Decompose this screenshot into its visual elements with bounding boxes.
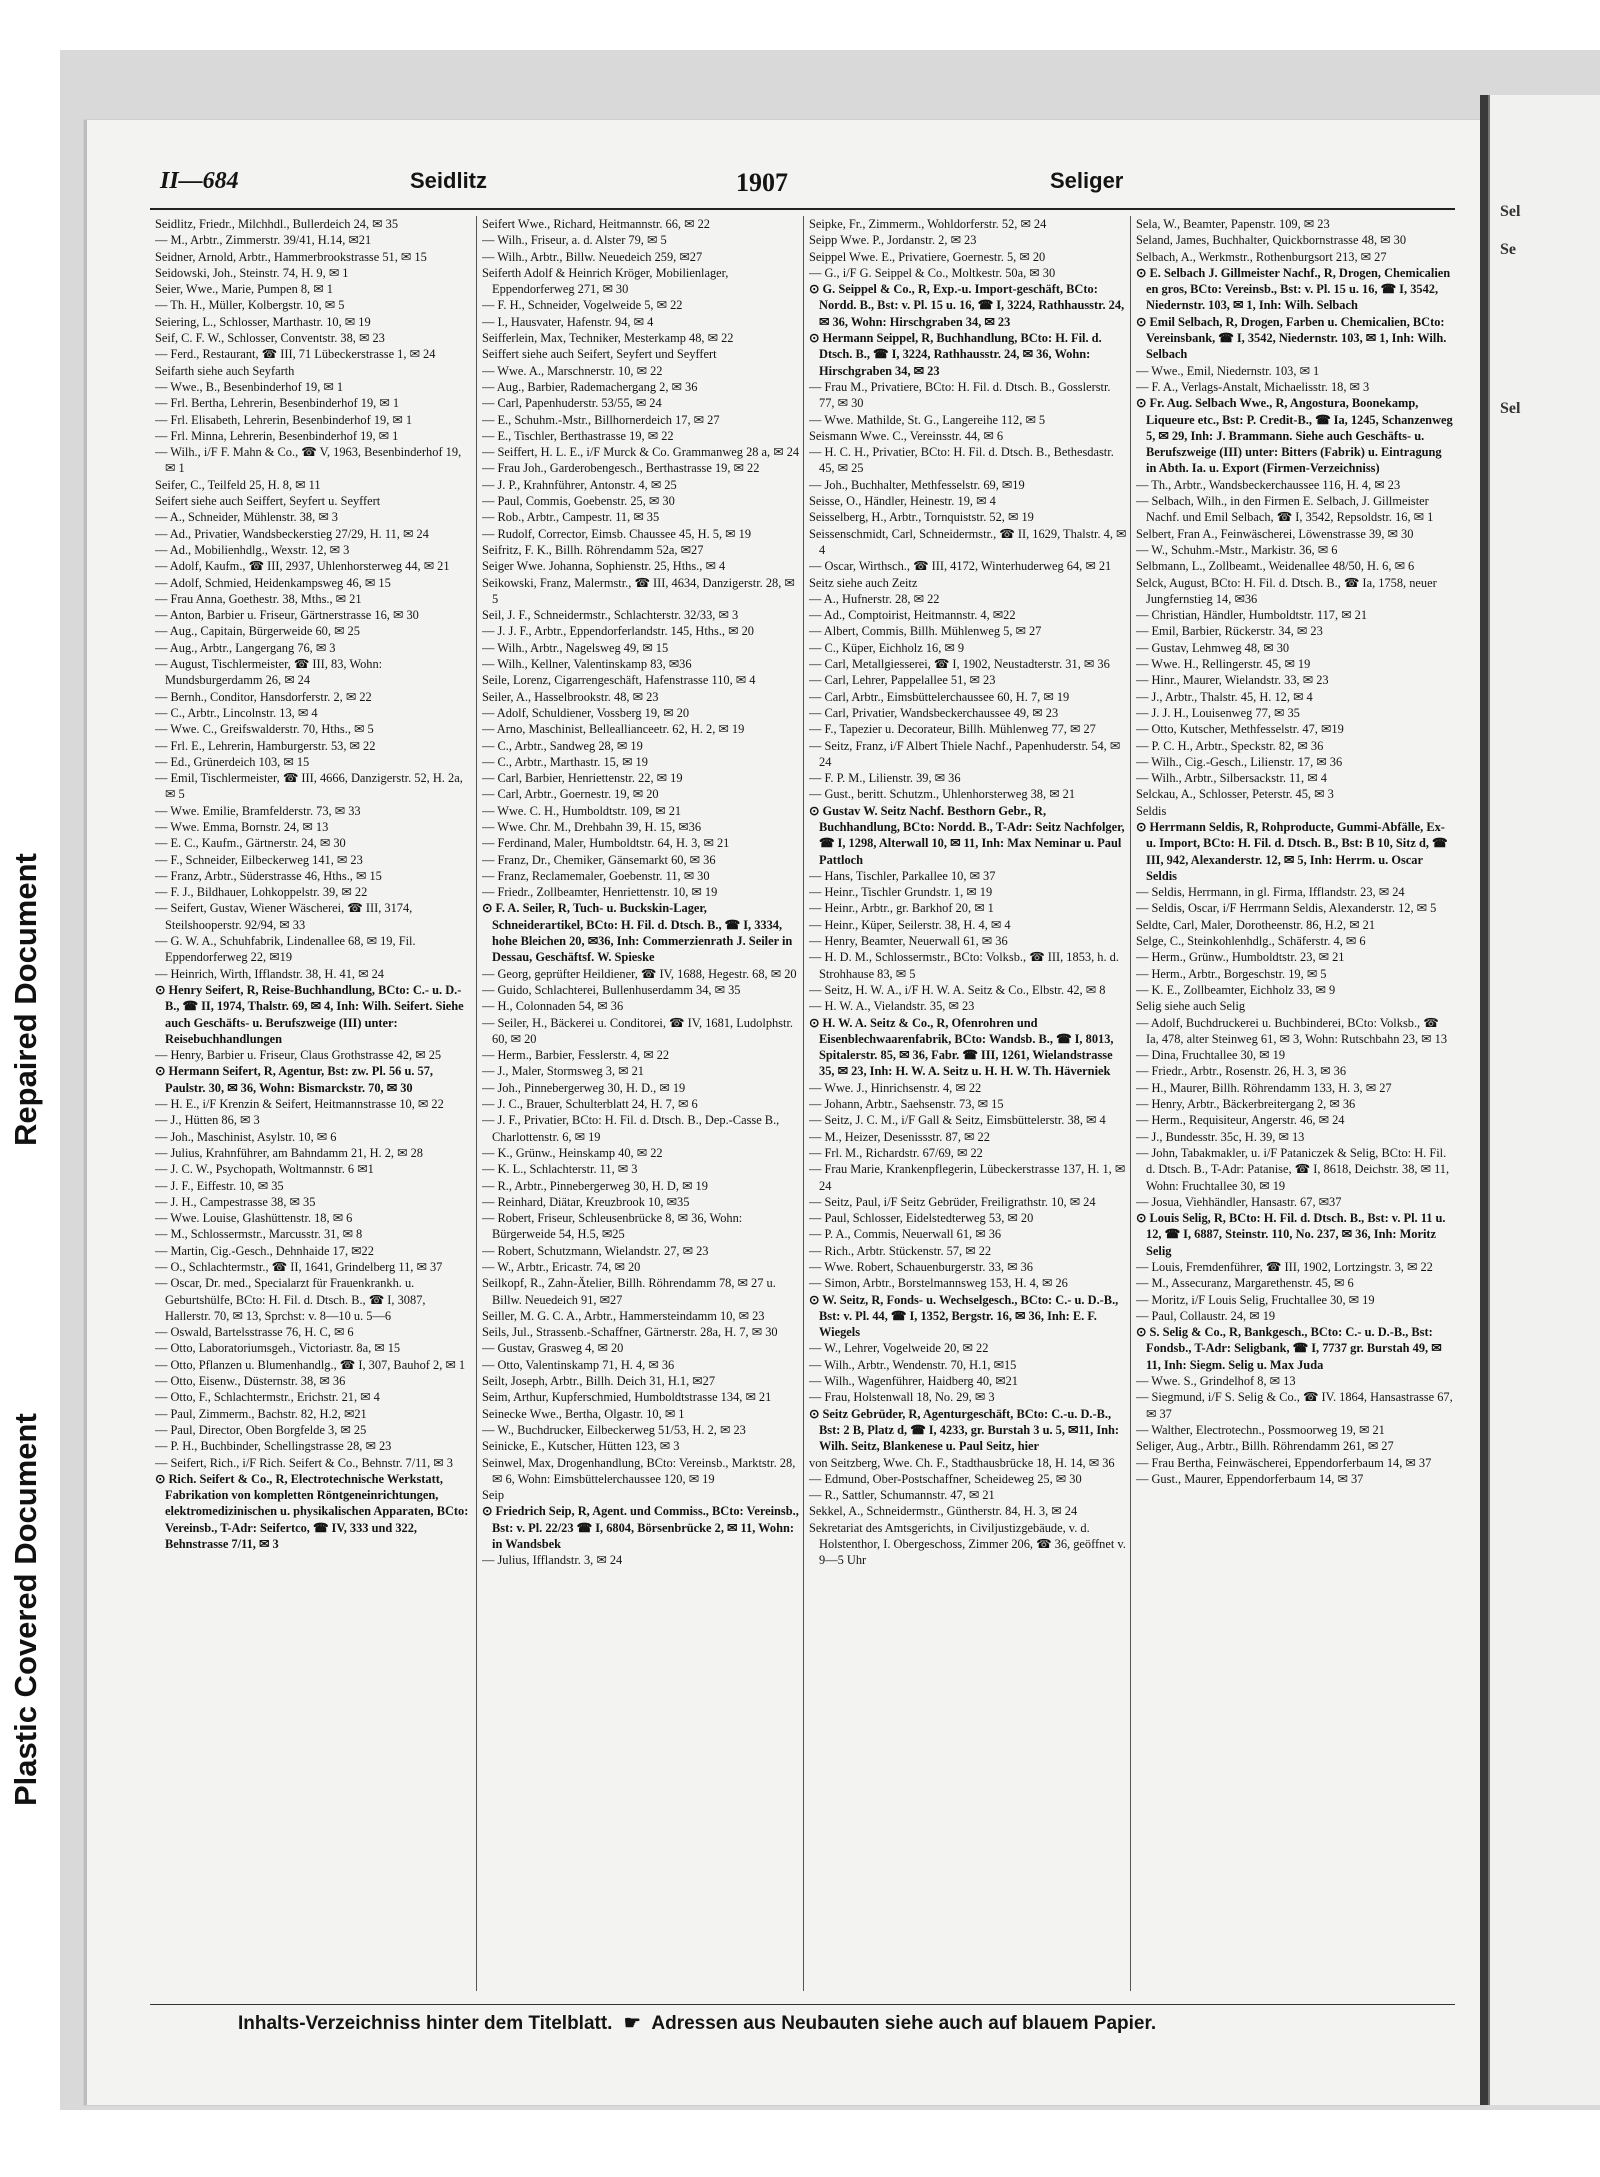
- directory-entry: — Joh., Pinnebergerweg 30, H. D., ✉ 19: [482, 1080, 686, 1095]
- directory-entry: — Emil, Barbier, Rückerstr. 34, ✉ 23: [1136, 624, 1323, 639]
- directory-entry: — R., Arbtr., Pinnebergerweg 30, H. D, ✉ 19: [482, 1178, 708, 1193]
- directory-entry: ⊙ Henry Seifert, R, Reise-Buchhandlung, BCto: C.- u. D.-B., ☎ II, 1974, Thalstr. 69, ✉ 4, Inh: Wilh. Seifert. Siehe auch Geschäfts- u. Berufszweige (III) unter: Reisebuchhandlungen: [155, 982, 464, 1046]
- directory-entry: — P. C. H., Arbtr., Speckstr. 82, ✉ 36: [1136, 738, 1324, 753]
- directory-entry: — Albert, Commis, Billh. Mühlenweg 5, ✉ 27: [809, 624, 1042, 639]
- directory-entry: — H. W. A., Vielandstr. 35, ✉ 23: [809, 999, 975, 1014]
- directory-entry: — Rudolf, Corrector, Eimsb. Chaussee 45, H. 5, ✉ 19: [482, 526, 752, 541]
- directory-entry: — Th. H., Müller, Kolbergstr. 10, ✉ 5: [155, 298, 345, 313]
- footer-neubauten-note: Adressen aus Neubauten siehe auch auf blauem Papier.: [651, 2013, 1157, 2034]
- directory-entry: — Aug., Arbtr., Langergang 76, ✉ 3: [155, 640, 336, 655]
- directory-entry: — Otto, F., Schlachtermstr., Erichstr. 21, ✉ 4: [155, 1390, 380, 1405]
- directory-entry: — Heinr., Tischler Grundstr. 1, ✉ 19: [809, 885, 993, 900]
- directory-entry: ⊙ Hermann Seippel, R, Buchhandlung, BCto: H. Fil. d. Dtsch. B., ☎ I, 3224, Rathhausstr. 24, ✉ 36, Wohn: Hirschgraben 34, ✉ 23: [809, 331, 1102, 378]
- directory-entry: — Seitz, J. C. M., i/F Gall & Seitz, Eimsbüttelerstr. 38, ✉ 4: [809, 1113, 1106, 1128]
- directory-entry: Seils, Jul., Strassenb.-Schaffner, Gärtnerstr. 28a, H. 7, ✉ 30: [482, 1325, 778, 1340]
- directory-entry: — Carl, Barbier, Henriettenstr. 22, ✉ 19: [482, 771, 683, 786]
- directory-entry: — Hinr., Maurer, Wielandstr. 33, ✉ 23: [1136, 673, 1329, 688]
- directory-entry: ⊙ Seitz Gebrüder, R, Agenturgeschäft, BCto: C.-u. D.-B., Bst: 2 B, Platz d, ☎ I, 4233, gr. Burstah 3 u. 5, ✉11, Inh: Wilh. Seitz, Blankenese u. Paul Seitz, hier: [809, 1406, 1120, 1454]
- directory-entry: Seinwel, Max, Drogenhandlung, BCto: Vereinsb., Marktstr. 28, ✉ 6, Wohn: Eimsbüttelerchaussee 120, ✉ 19: [482, 1455, 796, 1486]
- directory-entry: — Hans, Tischler, Parkallee 10, ✉ 37: [809, 868, 996, 883]
- directory-entry: — Seiler, H., Bäckerei u. Conditorei, ☎ IV, 1681, Ludolphstr. 60, ✉ 20: [482, 1015, 794, 1046]
- directory-entry: — Frl. E., Lehrerin, Hamburgerstr. 53, ✉ 22: [155, 738, 376, 753]
- directory-entry: — Aug., Capitain, Bürgerweide 60, ✉ 25: [155, 624, 360, 639]
- directory-entry: — John, Tabakmakler, u. i/F Pataniczek & Selig, BCto: H. Fil. d. Dtsch. B., T-Adr: Patanise, ☎ I, 8618, Deichstr. 38, ✉ 11, Wohn: Fruchtallee 30, ✉ 19: [1136, 1145, 1450, 1193]
- directory-entry: — Th., Arbtr., Wandsbeckerchaussee 116, H. 4, ✉ 23: [1136, 477, 1401, 492]
- directory-entry: — Paul, Zimmerm., Bachstr. 82, H.2, ✉21: [155, 1406, 367, 1421]
- directory-entry: — Seitz, H. W. A., i/F H. W. A. Seitz & Co., Elbstr. 42, ✉ 8: [809, 982, 1106, 997]
- directory-entry: Seiller, M. G. C. A., Arbtr., Hammersteindamm 10, ✉ 23: [482, 1308, 765, 1323]
- directory-entry: ⊙ Friedrich Seip, R, Agent. und Commiss., BCto: Vereinsb., Bst: v. Pl. 22/23 ☎ I, 6804, Börsenbrücke 2, ✉ 11, Wohn: in Wandsbek: [482, 1504, 799, 1552]
- directory-entry: — Wilh., Kellner, Valentinskamp 83, ✉36: [482, 657, 692, 672]
- directory-entry: — F. P. M., Lilienstr. 39, ✉ 36: [809, 771, 961, 786]
- directory-entry: — Adolf, Schmied, Heidenkampsweg 46, ✉ 15: [155, 575, 391, 590]
- directory-entry: — Adolf, Schuldiener, Vossberg 19, ✉ 20: [482, 705, 690, 720]
- directory-entry: — Otto, Laboratoriumsgeh., Victoriastr. 8a, ✉ 15: [155, 1341, 401, 1356]
- directory-entry: ⊙ F. A. Seiler, R, Tuch- u. Buckskin-Lager, Schneiderartikel, BCto: H. Fil. d. Dtsch. B., ☎ I, 3334, hohe Bleichen 20, ✉36, Inh: Commerzienrath J. Seiler in Dessau, Geschäftsf. W. Spieske: [482, 901, 793, 965]
- directory-entry: Sela, W., Beamter, Papenstr. 109, ✉ 23: [1136, 217, 1330, 231]
- directory-entry: ⊙ Hermann Seifert, R, Agentur, Bst: zw. Pl. 56 u. 57, Paulstr. 30, ✉ 36, Wohn: Bismarckstr. 70, ✉ 30: [155, 1064, 434, 1095]
- directory-entry: Seim, Arthur, Kupferschmied, Humboldtstrasse 134, ✉ 21: [482, 1390, 772, 1405]
- directory-entry: — A., Schneider, Mühlenstr. 38, ✉ 3: [155, 510, 338, 525]
- directory-entry: — Anton, Barbier u. Friseur, Gärtnerstrasse 16, ✉ 30: [155, 608, 419, 623]
- directory-entry: Seidner, Arnold, Arbtr., Hammerbrookstrasse 51, ✉ 15: [155, 249, 427, 264]
- directory-entry: ⊙ Emil Selbach, R, Drogen, Farben u. Chemicalien, BCto: Vereinsbank, ☎ I, 3542, Niedernstr. 103, ✉ 1, Inh: Wilh. Selbach: [1136, 314, 1447, 362]
- directory-entry: — H., Colonnaden 54, ✉ 36: [482, 999, 624, 1014]
- directory-entry: — J., Hütten 86, ✉ 3: [155, 1113, 260, 1128]
- directory-entry: — F. J., Bildhauer, Lohkoppelstr. 39, ✉ 22: [155, 885, 368, 900]
- directory-entry: — C., Arbtr., Marthastr. 15, ✉ 19: [482, 754, 648, 769]
- directory-entry: Selck, August, BCto: H. Fil. d. Dtsch. B., ☎ Ia, 1758, neuer Jungfernstieg 14, ✉36: [1136, 575, 1437, 606]
- directory-entry: — G. W. A., Schuhfabrik, Lindenallee 68, ✉ 19, Fil. Eppendorferweg 22, ✉19: [155, 934, 416, 965]
- directory-entry: Selbert, Fran A., Feinwäscherei, Löwenstrasse 39, ✉ 30: [1136, 526, 1414, 541]
- directory-entry: — Frau Bertha, Feinwäscherei, Eppendorferbaum 14, ✉ 37: [1136, 1455, 1432, 1470]
- directory-entry: — Frau M., Privatiere, BCto: H. Fil. d. Dtsch. B., Gosslerstr. 77, ✉ 30: [809, 379, 1111, 411]
- directory-entry: — Rich., Arbtr. Stückenstr. 57, ✉ 22: [809, 1243, 992, 1258]
- directory-entry: — Walther, Electrotechn., Possmoorweg 19, ✉ 21: [1136, 1422, 1385, 1437]
- directory-entry: Selig siehe auch Selig: [1136, 999, 1246, 1014]
- directory-entry: ⊙ Louis Selig, R, BCto: H. Fil. d. Dtsch. B., Bst: v. Pl. 11 u. 12, ☎ I, 6887, Steinstr. 110, No. 237, ✉ 36, Inh: Moritz Selig: [1136, 1211, 1446, 1258]
- directory-entry: — Wilh., Wagenführer, Haidberg 40, ✉21: [809, 1374, 1019, 1389]
- directory-entry: — Wilh., Arbtr., Wendenstr. 70, H.1, ✉15: [809, 1357, 1017, 1372]
- directory-entry: — Wwe. Louise, Glashüttenstr. 18, ✉ 6: [155, 1211, 353, 1226]
- directory-entry: — Otto, Valentinskamp 71, H. 4, ✉ 36: [482, 1357, 675, 1372]
- directory-entry: — Herm., Requisiteur, Angerstr. 46, ✉ 24: [1136, 1113, 1345, 1128]
- directory-entry: Seitz siehe auch Zeitz: [809, 575, 918, 590]
- directory-entry: Seldis: [1136, 803, 1167, 818]
- column-divider: [1130, 216, 1131, 1991]
- footer-index-note: Inhalts-Verzeichniss hinter dem Titelblatt.: [238, 2013, 613, 2034]
- directory-entry: ⊙ Rich. Seifert & Co., R, Electrotechnische Werkstatt, Fabrikation von kompletten Röntgeneinrichtungen, elektromedizinischen u. physikalischen Apparaten, BCto: Vereinsb., T-Adr: Seifertco, ☎ IV, 333 und 322, Behnstrasse 7/11, ✉ 3: [155, 1471, 469, 1552]
- header-year: 1907: [736, 168, 788, 197]
- directory-entry: — Joh., Buchhalter, Methfesselstr. 69, ✉19: [809, 477, 1025, 492]
- directory-entry: — Gust., beritt. Schutzm., Uhlenhorsterweg 38, ✉ 21: [809, 787, 1076, 802]
- directory-entry: — Wwe. J., Hinrichsenstr. 4, ✉ 22: [809, 1080, 982, 1095]
- directory-entry: — Ferdinand, Maler, Humboldtstr. 64, H. 3, ✉ 21: [482, 836, 730, 851]
- directory-entry: — Josua, Viehhändler, Hansastr. 67, ✉37: [1136, 1194, 1342, 1209]
- directory-entry: Sekretariat des Amtsgerichts, in Civiljustizgebäude, v. d. Holstenthor, I. Obergeschoss, Zimmer 206, ☎ 36, geöffnet v. 9—5 Uhr: [809, 1520, 1126, 1568]
- directory-entry: Seidowski, Joh., Steinstr. 74, H. 9, ✉ 1: [155, 265, 349, 280]
- directory-entry: — Oscar, Dr. med., Specialarzt für Frauenkrankh. u. Geburtshülfe, BCto: H. Fil. d. Dtsch. B., ☎ I, 3087, Hallerstr. 70, ✉ 13, Sprchst: v. 8—10 u. 5—6: [155, 1276, 426, 1323]
- page-footer: [238, 2012, 1438, 2035]
- directory-entry: — Seitz, Franz, i/F Albert Thiele Nachf., Papenhuderstr. 54, ✉ 24: [809, 738, 1121, 769]
- directory-entry: — J. F., Eiffestr. 10, ✉ 35: [155, 1178, 284, 1193]
- directory-entry: — Julius, Krahnführer, am Bahndamm 21, H. 2, ✉ 28: [155, 1145, 423, 1160]
- directory-entry: — C., Küper, Eichholz 16, ✉ 9: [809, 640, 965, 655]
- directory-entry: Selbach, A., Werkmstr., Rothenburgsort 213, ✉ 27: [1136, 249, 1387, 264]
- directory-entry: — H. E., i/F Krenzin & Seifert, Heitmannstrasse 10, ✉ 22: [155, 1097, 444, 1112]
- directory-entry: — Emil, Tischlermeister, ☎ III, 4666, Danzigerstr. 52, H. 2a, ✉ 5: [155, 771, 463, 802]
- directory-entry: — Paul, Collaustr. 24, ✉ 19: [1136, 1308, 1276, 1323]
- directory-entry: — Adolf, Kaufm., ☎ III, 2937, Uhlenhorsterweg 44, ✉ 21: [155, 559, 450, 574]
- directory-entry: Seinicke, E., Kutscher, Hütten 123, ✉ 3: [482, 1439, 680, 1454]
- directory-entry: — Wwe., Emil, Niedernstr. 103, ✉ 1: [1136, 363, 1320, 378]
- directory-entry: — R., Sattler, Schumannstr. 47, ✉ 21: [809, 1488, 995, 1503]
- header-rule: [150, 208, 1455, 210]
- directory-entry: — M., Arbtr., Zimmerstr. 39/41, H.14, ✉21: [155, 233, 372, 248]
- directory-entry: — Georg, geprüfter Heildiener, ☎ IV, 1688, Hegestr. 68, ✉ 20: [482, 966, 797, 981]
- directory-entry: — P. A., Commis, Neuerwall 61, ✉ 36: [809, 1227, 1002, 1242]
- directory-entry: — Paul, Director, Oben Borgfelde 3, ✉ 25: [155, 1422, 367, 1437]
- directory-entry: Seismann Wwe. C., Vereinsstr. 44, ✉ 6: [809, 428, 1004, 443]
- directory-entry: — Selbach, Wilh., in den Firmen E. Selbach, J. Gillmeister Nachf. und Emil Selbach, ☎ I, 3542, Repsoldstr. 16, ✉ 1: [1136, 494, 1434, 525]
- directory-entry: — Paul, Schlosser, Eidelstedterweg 53, ✉ 20: [809, 1211, 1034, 1226]
- directory-entry: Seifert siehe auch Seiffert, Seyfert u. Seyffert: [155, 494, 381, 509]
- directory-column-3: [809, 216, 1127, 1996]
- directory-entry: — Louis, Fremdenführer, ☎ III, 1902, Lortzingstr. 3, ✉ 22: [1136, 1260, 1433, 1274]
- directory-entry: Seifferlein, Max, Techniker, Mesterkamp 48, ✉ 22: [482, 331, 734, 346]
- directory-entry: — Simon, Arbtr., Borstelmannsweg 153, H. 4, ✉ 26: [809, 1276, 1068, 1291]
- directory-entry: Selckau, A., Schlosser, Peterstr. 45, ✉ 3: [1136, 787, 1334, 802]
- directory-entry: — H. D. M., Schlossermstr., BCto: Volksb., ☎ III, 1853, h. d. Strohhause 83, ✉ 5: [809, 950, 1119, 981]
- directory-entry: — J. J. F., Arbtr., Eppendorferlandstr. 145, Hths., ✉ 20: [482, 624, 754, 639]
- directory-entry: Seiger Wwe. Johanna, Sophienstr. 25, Hths., ✉ 4: [482, 559, 726, 574]
- plastic-covered-label: Plastic Covered Document: [8, 1413, 43, 1807]
- directory-entry: Seifer, C., Teilfeld 25, H. 8, ✉ 11: [155, 477, 321, 492]
- directory-entry: — M., Heizer, Desenissstr. 87, ✉ 22: [809, 1129, 990, 1144]
- directory-entry: — Guido, Schlachterei, Bullenhuserdamm 34, ✉ 35: [482, 982, 741, 997]
- directory-entry: — Wwe. Emma, Bornstr. 24, ✉ 13: [155, 819, 329, 834]
- directory-entry: — W., Arbtr., Ericastr. 74, ✉ 20: [482, 1260, 641, 1274]
- directory-entry: — M., Assecuranz, Margarethenstr. 45, ✉ 6: [1136, 1276, 1354, 1291]
- directory-entry: — Herm., Barbier, Fesslerstr. 4, ✉ 22: [482, 1048, 670, 1063]
- directory-entry: — Frl. Elisabeth, Lehrerin, Besenbinderhof 19, ✉ 1: [155, 412, 413, 427]
- directory-entry: — G., i/F G. Seippel & Co., Moltkestr. 50a, ✉ 30: [809, 265, 1056, 280]
- directory-entry: — J., Arbtr., Thalstr. 45, H. 12, ✉ 4: [1136, 689, 1313, 704]
- directory-entry: — J., Maler, Stormsweg 3, ✉ 21: [482, 1064, 645, 1079]
- directory-entry: — Gustav, Lehmweg 48, ✉ 30: [1136, 640, 1290, 655]
- directory-entry: — C., Arbtr., Lincolnstr. 13, ✉ 4: [155, 705, 318, 720]
- page-number: II—684: [160, 168, 239, 194]
- directory-entry: — Wwe. C. H., Humboldtstr. 109, ✉ 21: [482, 803, 682, 818]
- directory-entry: — Seifert, Gustav, Wiener Wäscherei, ☎ III, 3174, Steilshooperstr. 92/94, ✉ 33: [155, 901, 413, 932]
- directory-entry: Seippel Wwe. E., Privatiere, Goernestr. 5, ✉ 20: [809, 249, 1046, 264]
- directory-entry: — W., Lehrer, Vogelweide 20, ✉ 22: [809, 1341, 989, 1356]
- directory-entry: Seisselberg, H., Arbtr., Tornquiststr. 52, ✉ 19: [809, 510, 1034, 525]
- directory-column-2: [482, 216, 800, 1996]
- directory-entry: — Reinhard, Diätar, Kreuzbrook 10, ✉35: [482, 1194, 690, 1209]
- directory-entry: — Franz, Dr., Chemiker, Gänsemarkt 60, ✉ 36: [482, 852, 716, 867]
- directory-entry: — P. H., Buchbinder, Schellingstrasse 28, ✉ 23: [155, 1439, 392, 1454]
- directory-entry: — Henry, Beamter, Neuerwall 61, ✉ 36: [809, 934, 1008, 949]
- directory-entry: — Otto, Kutscher, Methfesselstr. 47, ✉19: [1136, 722, 1344, 737]
- directory-entry: — Heinr., Arbtr., gr. Barkhof 20, ✉ 1: [809, 901, 994, 916]
- directory-entry: — Carl, Metallgiesserei, ☎ I, 1902, Neustadterstr. 31, ✉ 36: [809, 657, 1110, 672]
- directory-entry: — Otto, Pflanzen u. Blumenhandlg., ☎ I, 307, Bauhof 2, ✉ 1: [155, 1357, 466, 1372]
- directory-entry: — Johann, Arbtr., Saehsenstr. 73, ✉ 15: [809, 1097, 1004, 1112]
- directory-entry: — F. A., Verlags-Anstalt, Michaelisstr. 18, ✉ 3: [1136, 379, 1370, 394]
- directory-entry: — E., Tischler, Berthastrasse 19, ✉ 22: [482, 428, 674, 443]
- directory-entry: — Frau Marie, Krankenpflegerin, Lübeckerstrasse 137, H. 1, ✉ 24: [809, 1162, 1126, 1193]
- directory-entry: — Franz, Reclamemaler, Goebenstr. 11, ✉ 30: [482, 868, 710, 883]
- directory-entry: Seil, J. F., Schneidermstr., Schlachterstr. 32/33, ✉ 3: [482, 608, 739, 623]
- directory-entry: — Carl, Papenhuderstr. 53/55, ✉ 24: [482, 396, 662, 411]
- directory-entry: Seilkopf, R., Zahn-Ätelier, Billh. Röhrendamm 78, ✉ 27 u. Billw. Neuedeich 91, ✉27: [482, 1276, 776, 1307]
- directory-entry: Seipp Wwe. P., Jordanstr. 2, ✉ 23: [809, 233, 977, 248]
- directory-entry: — Herm., Grünw., Humboldtstr. 23, ✉ 21: [1136, 950, 1345, 965]
- directory-entry: — Ferd., Restaurant, ☎ III, 71 Lübeckerstrasse 1, ✉ 24: [155, 347, 436, 362]
- directory-entry: ⊙ W. Seitz, R, Fonds- u. Wechselgesch., BCto: C.- u. D.-B., Bst: v. Pl. 44, ☎ I, 1352, Bergstr. 16, ✉ 36, Inh: E. F. Wiegels: [809, 1292, 1119, 1340]
- directory-entry: von Seitzberg, Wwe. Ch. F., Stadthausbrücke 18, H. 14, ✉ 36: [809, 1455, 1115, 1470]
- directory-entry: Seiler, A., Hasselbrookstr. 48, ✉ 23: [482, 689, 659, 704]
- directory-entry: — A., Hufnerstr. 28, ✉ 22: [809, 591, 940, 606]
- directory-entry: — Otto, Eisenw., Düsternstr. 38, ✉ 36: [155, 1374, 346, 1389]
- directory-entry: — Gustav, Grasweg 4, ✉ 20: [482, 1341, 624, 1356]
- column-divider: [803, 216, 804, 1991]
- directory-entry: — Ad., Mobilienhdlg., Wexstr. 12, ✉ 3: [155, 542, 350, 557]
- directory-entry: Seland, James, Buchhalter, Quickbornstrasse 48, ✉ 30: [1136, 233, 1407, 248]
- directory-entry: ⊙ Gustav W. Seitz Nachf. Besthorn Gebr., R, Buchhandlung, BCto: Nordd. B., T-Adr: Seitz Nachfolger, ☎ I, 1298, Alterwall 10, ✉ 11, Inh: Max Neminar u. Paul Pattloch: [809, 803, 1125, 867]
- directory-entry: — Wwe. H., Rellingerstr. 45, ✉ 19: [1136, 657, 1311, 672]
- directory-entry: — Paul, Commis, Goebenstr. 25, ✉ 30: [482, 494, 675, 509]
- directory-entry: — Rob., Arbtr., Campestr. 11, ✉ 35: [482, 510, 660, 525]
- directory-entry: — Joh., Maschinist, Asylstr. 10, ✉ 6: [155, 1129, 337, 1144]
- directory-entry: Seilt, Joseph, Arbtr., Billh. Deich 31, H.1, ✉27: [482, 1374, 716, 1389]
- directory-entry: — Carl, Arbtr., Eimsbüttelerchaussee 60, H. 7, ✉ 19: [809, 689, 1070, 704]
- directory-entry: — Robert, Schutzmann, Wielandstr. 27, ✉ 23: [482, 1243, 709, 1258]
- directory-entry: ⊙ E. Selbach J. Gillmeister Nachf., R, Drogen, Chemicalien en gros, BCto: Vereinsb., Bst: v. Pl. 15 u. 16, ☎ I, 3542, Niedernstr. 103, ✉ 1, Inh: Wilh. Selbach: [1136, 265, 1451, 313]
- directory-entry: Seisse, O., Händler, Heinestr. 19, ✉ 4: [809, 494, 996, 509]
- directory-entry: — J. J. H., Louisenweg 77, ✉ 35: [1136, 705, 1300, 720]
- directory-entry: — F. H., Schneider, Vogelweide 5, ✉ 22: [482, 298, 683, 313]
- directory-entry: — Ed., Grünerdeich 103, ✉ 15: [155, 754, 310, 769]
- directory-entry: — C., Arbtr., Sandweg 28, ✉ 19: [482, 738, 643, 753]
- directory-entry: Seiering, L., Schlosser, Marthastr. 10, ✉ 19: [155, 314, 371, 329]
- directory-entry: ⊙ G. Seippel & Co., R, Exp.-u. Import-geschäft, BCto: Nordd. B., Bst: v. Pl. 15 u. 16, ☎ I, 3224, Rathhausstr. 24, ✉ 36, Wohn: Hirschgraben 34, ✉ 23: [809, 282, 1125, 329]
- directory-entry: — Dina, Fruchtallee 30, ✉ 19: [1136, 1048, 1286, 1063]
- page-header: [160, 168, 1460, 204]
- directory-entry: — Ad., Privatier, Wandsbeckerstieg 27/29, H. 11, ✉ 24: [155, 526, 429, 541]
- directory-entry: — Wwe. Robert, Schauenburgerstr. 33, ✉ 36: [809, 1260, 1033, 1274]
- directory-entry: — Herm., Arbtr., Borgeschstr. 19, ✉ 5: [1136, 966, 1327, 981]
- directory-entry: — Henry, Arbtr., Bäckerbreitergang 2, ✉ 36: [1136, 1097, 1356, 1112]
- next-page-fragment: Se: [1500, 241, 1516, 258]
- directory-entry: — Christian, Händler, Humboldtstr. 117, ✉ 21: [1136, 608, 1368, 623]
- directory-entry: Seifarth siehe auch Seyfarth: [155, 363, 295, 378]
- directory-entry: — Frl. Bertha, Lehrerin, Besenbinderhof 19, ✉ 1: [155, 396, 400, 411]
- directory-entry: Seile, Lorenz, Cigarrengeschäft, Hafenstrasse 110, ✉ 4: [482, 673, 756, 688]
- directory-entry: — W., Schuhm.-Mstr., Markistr. 36, ✉ 6: [1136, 542, 1338, 557]
- directory-entry: — E. C., Kaufm., Gärtnerstr. 24, ✉ 30: [155, 836, 346, 851]
- directory-entry: Selbmann, L., Zollbeamt., Weidenallee 48/50, H. 6, ✉ 6: [1136, 559, 1415, 574]
- directory-entry: Seip: [482, 1488, 505, 1503]
- directory-entry: — O., Schlachtermstr., ☎ II, 1641, Grindelberg 11, ✉ 37: [155, 1260, 443, 1274]
- directory-entry: — Seldis, Herrmann, in gl. Firma, Ifflandstr. 23, ✉ 24: [1136, 885, 1405, 900]
- directory-entry: — Wwe. A., Marschnerstr. 10, ✉ 22: [482, 363, 663, 378]
- directory-entry: — Frau Anna, Goethestr. 38, Mths., ✉ 21: [155, 591, 362, 606]
- header-left-catchword: Seidlitz: [410, 168, 488, 193]
- directory-entry: — Wilh., i/F F. Mahn & Co., ☎ V, 1963, Besenbinderhof 19, ✉ 1: [155, 445, 462, 476]
- directory-entry: — Wwe. Emilie, Bramfelderstr. 73, ✉ 33: [155, 803, 361, 818]
- directory-entry: — W., Buchdrucker, Eilbeckerweg 51/53, H. 2, ✉ 23: [482, 1422, 746, 1437]
- directory-entry: — Oscar, Wirthsch., ☎ III, 4172, Winterhuderweg 64, ✉ 21: [809, 559, 1112, 574]
- directory-entry: Seikowski, Franz, Malermstr., ☎ III, 4634, Danzigerstr. 28, ✉ 5: [482, 575, 795, 606]
- directory-entry: — Seldis, Oscar, i/F Herrmann Seldis, Alexanderstr. 12, ✉ 5: [1136, 901, 1437, 916]
- book-binding: [1480, 95, 1488, 2105]
- directory-entry: Seifritz, F. K., Billh. Röhrendamm 52a, ✉27: [482, 542, 704, 557]
- directory-entry: Sekkel, A., Schneidermstr., Güntherstr. 84, H. 3, ✉ 24: [809, 1504, 1078, 1519]
- directory-entry: — Wilh., Friseur, a. d. Alster 79, ✉ 5: [482, 233, 667, 248]
- directory-entry: — Carl, Lehrer, Pappelallee 51, ✉ 23: [809, 673, 996, 688]
- directory-entry: — Seitz, Paul, i/F Seitz Gebrüder, Freiligrathstr. 10, ✉ 24: [809, 1194, 1096, 1209]
- directory-entry: — J., Bundesstr. 35c, H. 39, ✉ 13: [1136, 1129, 1305, 1144]
- directory-entry: — Ad., Comptoirist, Heitmannstr. 4, ✉22: [809, 608, 1016, 623]
- directory-entry: — I., Hausvater, Hafenstr. 94, ✉ 4: [482, 314, 654, 329]
- directory-entry: ⊙ Fr. Aug. Selbach Wwe., R, Angostura, Boonekamp, Liqueure etc., Bst: P. Credit-B., ☎ Ia, 1245, Schanzenweg 5, ✉ 29, Inh: J. Brammann. Siehe auch Geschäfts- u. Berufszweige (III) unter: Bitters (Fabrik) u. Eintragung in Abth. Ia. u. Export (Firmen-Verzeichniss): [1136, 396, 1453, 476]
- directory-entry: — Wwe. S., Grindelhof 8, ✉ 13: [1136, 1374, 1296, 1389]
- directory-column-4: [1136, 216, 1454, 1996]
- directory-column-1: [155, 216, 473, 1996]
- directory-entry: — E., Schuhm.-Mstr., Billhornerdeich 17, ✉ 27: [482, 412, 720, 427]
- directory-entry: — Wilh., Arbtr., Silbersackstr. 11, ✉ 4: [1136, 771, 1327, 786]
- directory-entry: — K. E., Zollbeamter, Eichholz 33, ✉ 9: [1136, 982, 1336, 997]
- directory-entry: — Heinr., Küper, Seilerstr. 38, H. 4, ✉ 4: [809, 917, 1011, 932]
- directory-entry: ⊙ S. Selig & Co., R, Bankgesch., BCto: C.- u. D.-B., Bst: Fondsb., T-Adr: Seligbank, ☎ I, 7737 gr. Burstah 49, ✉ 11, Inh: Siegm. Selig u. Max Juda: [1136, 1325, 1442, 1372]
- column-divider: [476, 216, 477, 1991]
- directory-entry: Seier, Wwe., Marie, Pumpen 8, ✉ 1: [155, 282, 333, 297]
- directory-entry: Seinecke Wwe., Bertha, Olgastr. 10, ✉ 1: [482, 1406, 685, 1421]
- directory-entry: Seif, C. F. W., Schlosser, Conventstr. 38, ✉ 23: [155, 331, 385, 346]
- directory-entry: — Frau, Holstenwall 18, No. 29, ✉ 3: [809, 1390, 995, 1405]
- directory-entry: — Edmund, Ober-Postschaffner, Scheideweg 25, ✉ 30: [809, 1471, 1082, 1486]
- next-page-fragment: Sel: [1500, 400, 1521, 417]
- directory-entry: — Arno, Maschinist, Belleallianceetr. 62, H. 2, ✉ 19: [482, 722, 745, 737]
- directory-entry: — Seifert, Rich., i/F Rich. Seifert & Co., Behnstr. 7/11, ✉ 3: [155, 1455, 453, 1470]
- next-page-fragment: Sel: [1500, 203, 1521, 220]
- directory-entry: — August, Tischlermeister, ☎ III, 83, Wohn: Mundsburgerdamm 26, ✉ 24: [155, 657, 383, 688]
- directory-entry: — K., Grünw., Heinskamp 40, ✉ 22: [482, 1145, 663, 1160]
- directory-entry: — J. C., Brauer, Schulterblatt 24, H. 7, ✉ 6: [482, 1097, 698, 1112]
- directory-entry: — J. C. W., Psychopath, Woltmannstr. 6 ✉1: [155, 1162, 374, 1177]
- repaired-document-label: Repaired Document: [8, 853, 43, 1147]
- directory-entry: — M., Schlossermstr., Marcusstr. 31, ✉ 8: [155, 1227, 363, 1242]
- directory-entry: — Heinrich, Wirth, Ifflandstr. 38, H. 41, ✉ 24: [155, 966, 384, 981]
- directory-entry: Seldte, Carl, Maler, Dorotheenstr. 86, H.2, ✉ 21: [1136, 917, 1376, 932]
- directory-entry: — Frl. Minna, Lehrerin, Besenbinderhof 19, ✉ 1: [155, 428, 399, 443]
- directory-entry: — Frl. M., Richardstr. 67/69, ✉ 22: [809, 1145, 983, 1160]
- directory-entry: — Julius, Ifflandstr. 3, ✉ 24: [482, 1553, 623, 1568]
- directory-entry: — Robert, Friseur, Schleusenbrücke 8, ✉ 36, Wohn: Bürgerweide 54, H.5, ✉25: [482, 1211, 743, 1242]
- directory-entry: — Franz, Arbtr., Süderstrasse 46, Hths., ✉ 15: [155, 868, 382, 883]
- directory-entry: Seifert Wwe., Richard, Heitmannstr. 66, ✉ 22: [482, 217, 710, 231]
- directory-entry: — Friedr., Zollbeamter, Henriettenstr. 10, ✉ 19: [482, 885, 718, 900]
- directory-entry: — Carl, Privatier, Wandsbeckerchaussee 49, ✉ 23: [809, 705, 1059, 720]
- directory-entry: — H., Maurer, Billh. Röhrendamm 133, H. 3, ✉ 27: [1136, 1080, 1392, 1095]
- footer-rule: [150, 2004, 1455, 2005]
- directory-entry: — Friedr., Arbtr., Rosenstr. 26, H. 3, ✉ 36: [1136, 1064, 1347, 1079]
- directory-entry: — Adolf, Buchdruckerei u. Buchbinderei, BCto: Volksb., ☎ Ia, 478, alter Steinweg 61, ✉ 3, Wohn: Rutschbahn 23, ✉ 13: [1136, 1015, 1448, 1046]
- directory-entry: — Gust., Maurer, Eppendorferbaum 14, ✉ 37: [1136, 1471, 1364, 1486]
- directory-entry: — Wwe. C., Greifswalderstr. 70, Hths., ✉ 5: [155, 722, 374, 737]
- directory-entry: — F., Tapezier u. Decorateur, Billh. Mühlenweg 77, ✉ 27: [809, 722, 1096, 737]
- directory-entry: — Carl, Arbtr., Goernestr. 19, ✉ 20: [482, 787, 659, 802]
- directory-entry: Seissenschmidt, Carl, Schneidermstr., ☎ II, 1629, Thalstr. 4, ✉ 4: [809, 526, 1127, 557]
- directory-entry: — Wilh., Cig.-Gesch., Lilienstr. 17, ✉ 36: [1136, 754, 1343, 769]
- directory-entry: — F., Schneider, Eilbeckerweg 141, ✉ 23: [155, 852, 363, 867]
- directory-entry: — Moritz, i/F Louis Selig, Fruchtallee 30, ✉ 19: [1136, 1292, 1375, 1307]
- header-right-catchword: Seliger: [1050, 168, 1124, 193]
- next-page-edge: [1488, 95, 1600, 2105]
- directory-entry: — Siegmund, i/F S. Selig & Co., ☎ IV. 1864, Hansastrasse 67, ✉ 37: [1136, 1390, 1453, 1421]
- directory-entry: — Bernh., Conditor, Hansdorferstr. 2, ✉ 22: [155, 689, 372, 704]
- directory-entry: ⊙ H. W. A. Seitz & Co., R, Ofenrohren und Eisenblechwaarenfabrik, BCto: Wandsb. B., ☎ I, 8013, Spitalerstr. 85, ✉ 36, Fabr. ☎ III, 1261, Wielandstrasse 35, ✉ 23, Inh: H. W. A. Seitz u. H. H. W. Th. Häverniek: [809, 1015, 1114, 1079]
- directory-entry: — J. H., Campestrasse 38, ✉ 35: [155, 1194, 316, 1209]
- directory-entry: — H. C. H., Privatier, BCto: H. Fil. d. Dtsch. B., Bethesdastr. 45, ✉ 25: [809, 445, 1114, 476]
- directory-entry: — Aug., Barbier, Rademachergang 2, ✉ 36: [482, 379, 698, 394]
- directory-entry: — Wilh., Arbtr., Nagelsweg 49, ✉ 15: [482, 640, 669, 655]
- directory-entry: Seliger, Aug., Arbtr., Billh. Röhrendamm 261, ✉ 27: [1136, 1439, 1394, 1454]
- pointing-hand-icon: ☛: [623, 2013, 641, 2034]
- directory-entry: — J. F., Privatier, BCto: H. Fil. d. Dtsch. B., Dep.-Casse B., Charlottenstr. 6, ✉ 19: [482, 1113, 780, 1144]
- directory-entry: — Seiffert, H. L. E., i/F Murck & Co. Grammanweg 28 a, ✉ 24: [482, 445, 800, 460]
- directory-entry: Seiferth Adolf & Heinrich Kröger, Mobilienlager, Eppendorferweg 271, ✉ 30: [482, 265, 729, 297]
- directory-entry: — Martin, Cig.-Gesch., Dehnhaide 17, ✉22: [155, 1243, 374, 1258]
- directory-entry: — Wilh., Arbtr., Billw. Neuedeich 259, ✉27: [482, 249, 703, 264]
- directory-entry: — Henry, Barbier u. Friseur, Claus Grothstrasse 42, ✉ 25: [155, 1048, 442, 1063]
- directory-entry: — Wwe. Mathilde, St. G., Langereihe 112, ✉ 5: [809, 412, 1046, 427]
- directory-entry: — Wwe. Chr. M., Drehbahn 39, H. 15, ✉36: [482, 819, 702, 834]
- directory-entry: Seidlitz, Friedr., Milchhdl., Bullerdeich 24, ✉ 35: [155, 217, 399, 231]
- directory-entry: — J. P., Krahnführer, Antonstr. 4, ✉ 25: [482, 477, 677, 492]
- directory-entry: ⊙ Herrmann Seldis, R, Rohproducte, Gummi-Abfälle, Ex- u. Import, BCto: H. Fil. d. Dtsch. B., Bst: B 10, Sitz d, ☎ III, 942, Alexanderstr. 12, ✉ 5, Inh: Herrm. u. Oscar Seldis: [1136, 819, 1448, 883]
- directory-entry: — Oswald, Bartelsstrasse 76, H. C, ✉ 6: [155, 1325, 354, 1340]
- directory-entry: — K. L., Schlachterstr. 11, ✉ 3: [482, 1162, 638, 1177]
- directory-entry: Selge, C., Steinkohlenhdlg., Schäferstr. 4, ✉ 6: [1136, 934, 1366, 949]
- directory-entry: Seipke, Fr., Zimmerm., Wohldorferstr. 52, ✉ 24: [809, 217, 1047, 231]
- directory-entry: — Wwe., B., Besenbinderhof 19, ✉ 1: [155, 379, 344, 394]
- directory-entry: Seiffert siehe auch Seifert, Seyfert und Seyffert: [482, 347, 717, 362]
- directory-entry: — Frau Joh., Garderobengesch., Berthastrasse 19, ✉ 22: [482, 461, 760, 476]
